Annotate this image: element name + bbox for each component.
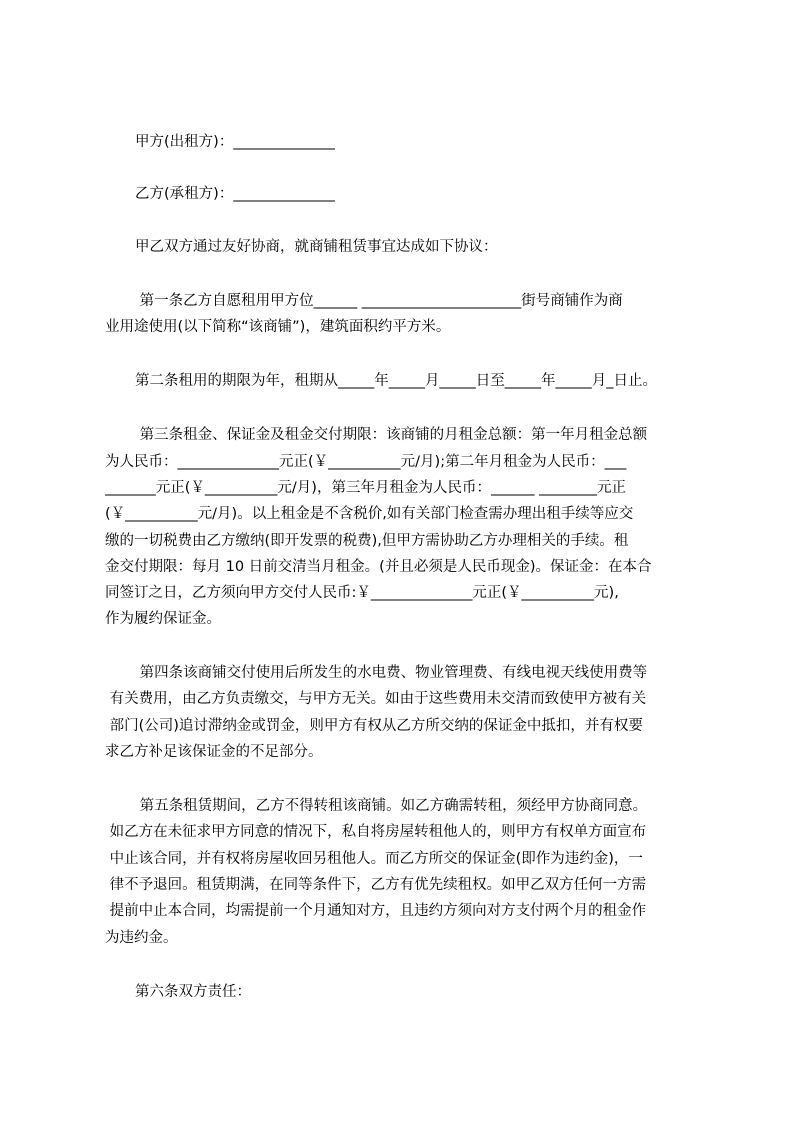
article-line: 律不予退回。租赁期满，在同等条件下，乙方有优先续租权。如甲乙双方任何一方需 — [105, 877, 647, 893]
intro-paragraph: 甲乙双方通过友好协商，就商铺租赁事宜达成如下协议： — [135, 239, 498, 255]
article-6-heading: 第六条双方责任： — [135, 984, 251, 1000]
article-line: 同签订之日，乙方须向甲方交付人民币:￥______________元正(￥__________元), — [105, 585, 619, 601]
article-line: (￥__________元/月)。以上租金是不含税价,如有关部门检查需办理出租手续等应交 — [105, 506, 634, 522]
article-line: 业用途使用(以下简称“该商铺”)，建筑面积约平方米。 — [105, 319, 451, 335]
article-line: 第四条该商铺交付使用后所发生的水电费、物业管理费、有线电视天线使用费等 — [135, 665, 648, 681]
article-line: 作为履约保证金。 — [105, 611, 221, 627]
article-line: 第三条租金、保证金及租金交付期限：该商铺的月租金总额：第一年月租金总额 — [135, 427, 648, 443]
article-line: 有关费用，由乙方负责缴交，与甲方无关。如由于这些费用未交清而致使甲方被有关 — [105, 691, 647, 707]
article-line: 第二条租用的期限为年，租期从_____年_____月_____日至_____年_____月_日止。 — [135, 373, 657, 389]
article-line: 第一条乙方自愿租用甲方位______ ______________________街号商铺作为商 — [135, 293, 623, 309]
article-line: 金交付期限：每月 10 日前交清当月租金。(并且必须是人民币现金)。保证金：在本合 — [105, 559, 652, 575]
article-line: 缴的一切税费由乙方缴纳(即开发票的税费),但甲方需协助乙方办理相关的手续。租 — [105, 533, 629, 549]
article-line: 中止该合同，并有权将房屋收回另租他人。而乙方所交的保证金(即作为违约金)，一 — [105, 851, 643, 867]
article-line: 为人民币：______________元正(￥__________元/月);第二年月租金为人民币：___ — [105, 454, 627, 470]
party-b-line: 乙方(承租方)：______________ — [135, 186, 335, 202]
article-line: 提前中止本合同，均需提前一个月通知对方，且违约方须向对方支付两个月的租金作 — [105, 903, 647, 919]
article-line: 第五条租赁期间，乙方不得转租该商铺。如乙方确需转租，须经甲方协商同意。 — [135, 798, 648, 814]
article-line: 为违约金。 — [105, 930, 178, 946]
article-line: 如乙方在未征求甲方同意的情况下，私自将房屋转租他人的，则甲方有权单方面宣布 — [105, 824, 647, 840]
article-line: 求乙方补足该保证金的不足部分。 — [105, 744, 323, 760]
party-a-line: 甲方(出租方)：______________ — [135, 134, 335, 150]
article-line: _______元正(￥__________元/月)，第三年月租金为人民币：______ ________元正 — [105, 480, 627, 496]
article-line: 部门(公司)追讨滞纳金或罚金，则甲方有权从乙方所交纳的保证金中抵扣，并有权要 — [105, 718, 643, 734]
